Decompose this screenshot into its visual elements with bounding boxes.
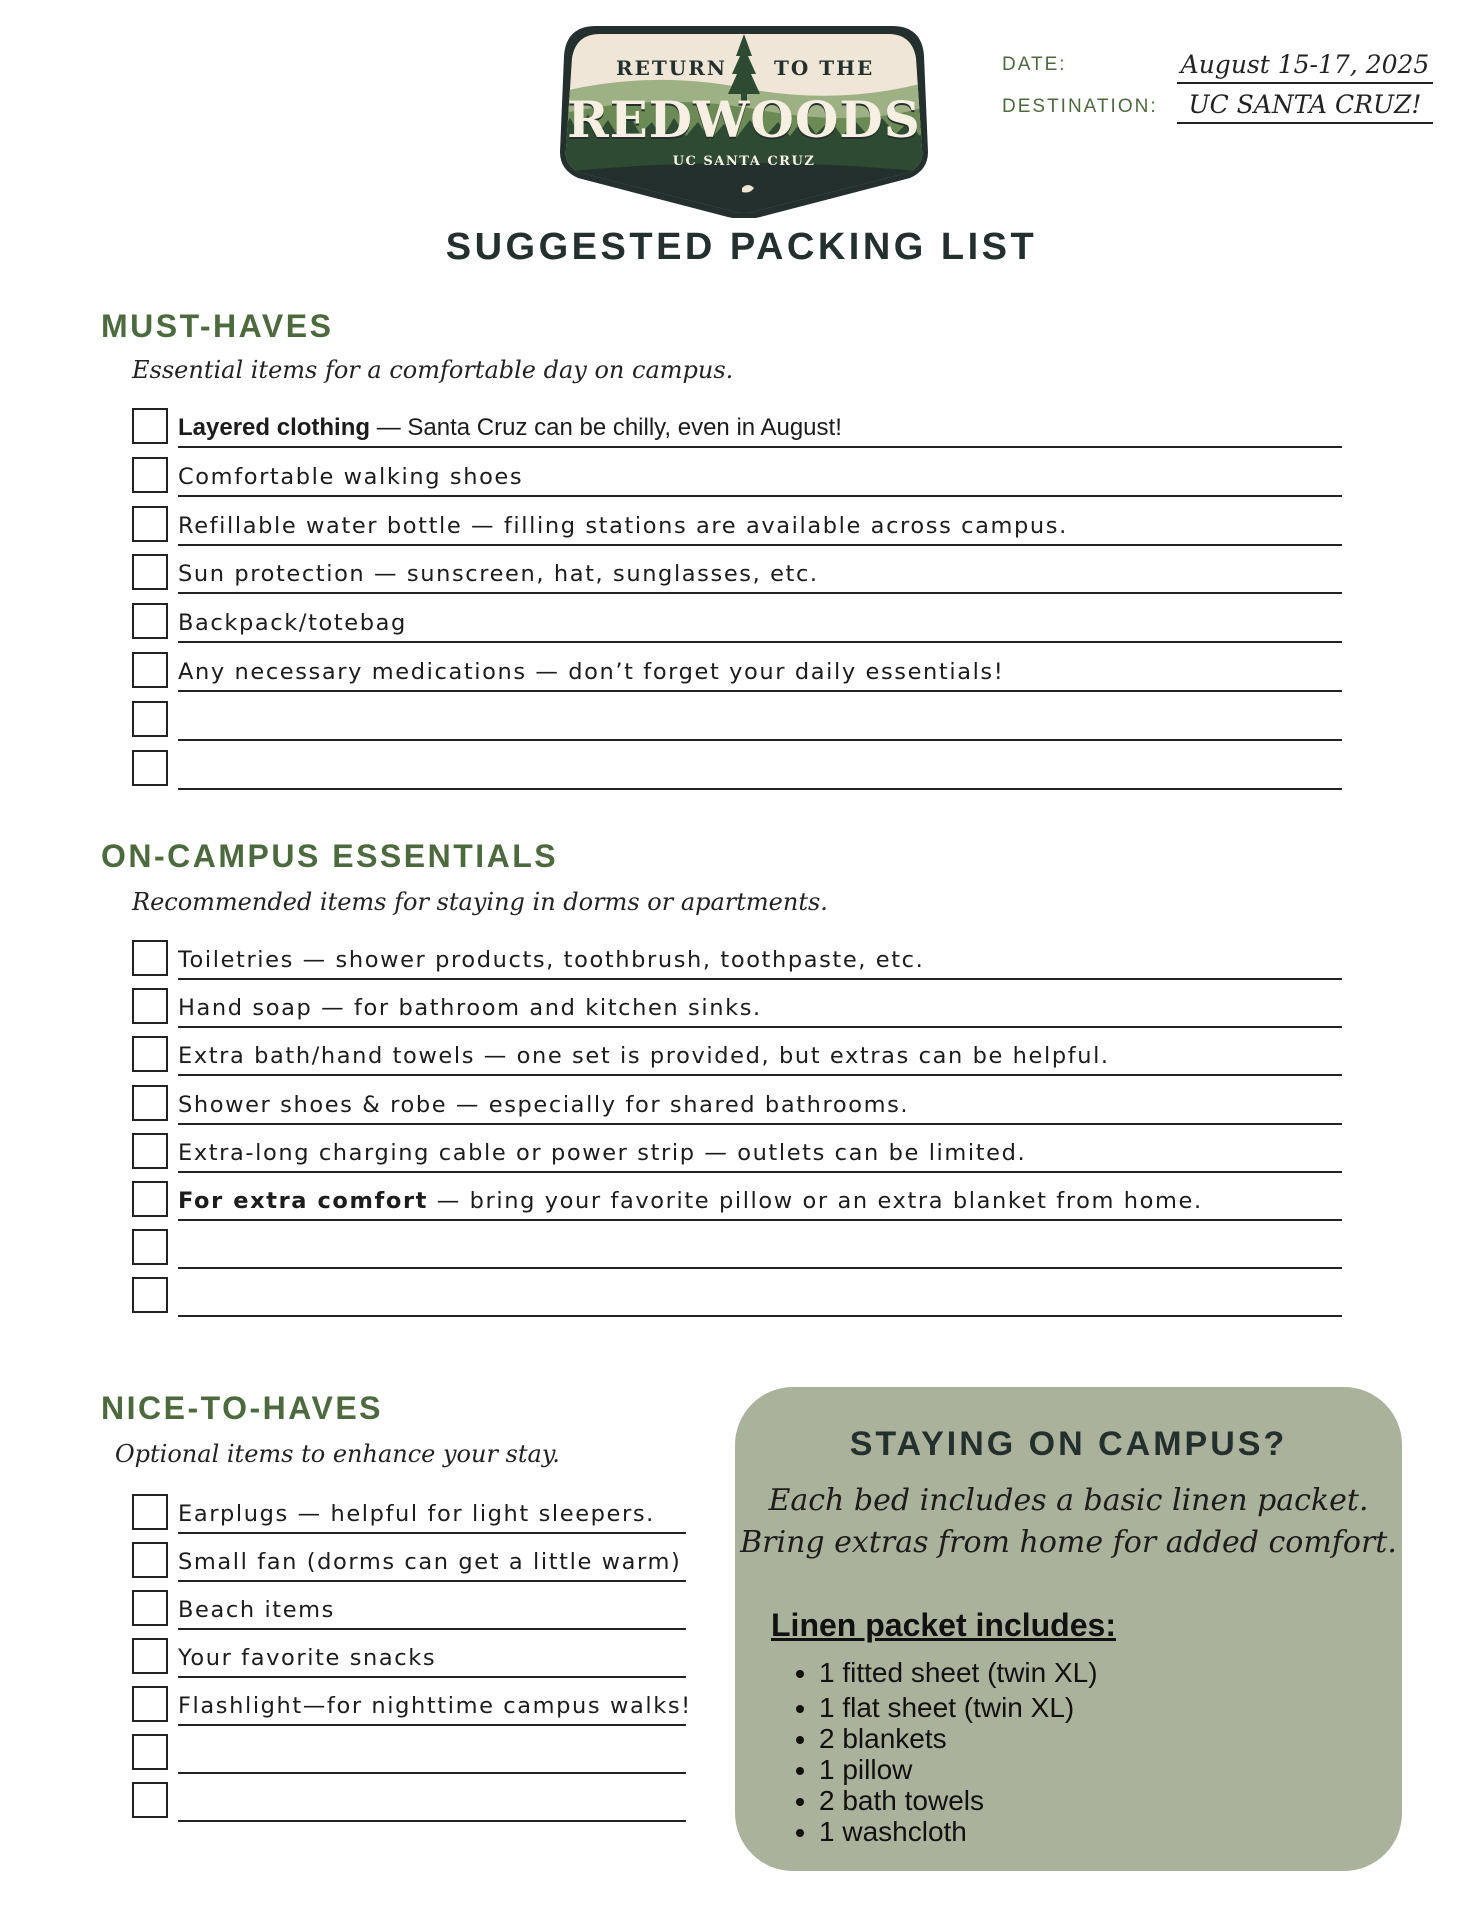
- checkbox[interactable]: [132, 988, 168, 1024]
- checklist-item-text: Extra-long charging cable or power strip — outlets can be limited.: [178, 1139, 1027, 1166]
- linen-item: • 2 bath towels: [819, 1785, 1098, 1816]
- checkbox[interactable]: [132, 408, 168, 444]
- checklist-item-text: Comfortable walking shoes: [178, 463, 524, 490]
- checklist-item-text: Refillable water bottle — filling stations are available across campus.: [178, 512, 1068, 539]
- checklist-item-line[interactable]: [178, 1632, 686, 1678]
- checkbox[interactable]: [132, 652, 168, 688]
- checklist-item-line[interactable]: [178, 1776, 686, 1822]
- checklist-item-text: Extra bath/hand towels — one set is provided, but extras can be helpful.: [178, 1043, 1110, 1070]
- checklist-item-text: — Santa Cruz can be chilly, even in August!: [370, 414, 842, 441]
- must-haves-subtitle: Essential items for a comfortable day on campus.: [132, 356, 734, 384]
- checkbox[interactable]: [132, 1036, 168, 1072]
- logo-sub-text: UC SANTA CRUZ: [672, 154, 816, 169]
- must-haves-title: MUST-HAVES: [101, 308, 334, 344]
- checkbox[interactable]: [132, 701, 168, 737]
- checklist-item-line[interactable]: [178, 744, 1342, 790]
- checklist-item-line[interactable]: [178, 1728, 686, 1774]
- checklist-item-line[interactable]: [178, 1584, 686, 1630]
- checkbox[interactable]: [132, 1590, 168, 1626]
- linen-item: • 1 fitted sheet (twin XL): [819, 1657, 1098, 1688]
- checkbox[interactable]: [132, 1782, 168, 1818]
- checkbox[interactable]: [132, 603, 168, 639]
- checkbox[interactable]: [132, 1734, 168, 1770]
- checkbox[interactable]: [132, 1542, 168, 1578]
- checklist-item-text: Any necessary medications — don’t forget your daily essentials!: [178, 659, 1005, 685]
- checkbox[interactable]: [132, 554, 168, 590]
- staying-on-campus-panel: [735, 1387, 1402, 1871]
- on-campus-essentials-title: ON-CAMPUS ESSENTIALS: [101, 838, 559, 874]
- panel-line-2: Bring extras from home for added comfort.: [740, 1525, 1397, 1560]
- on-campus-essentials-subtitle: Recommended items for staying in dorms or apartments.: [132, 888, 828, 916]
- date-value[interactable]: August 15-17, 2025: [1177, 48, 1433, 84]
- checkbox[interactable]: [132, 1494, 168, 1530]
- checklist-item-text: Beach items: [178, 1597, 336, 1623]
- checklist-item-line[interactable]: [178, 982, 1342, 1028]
- checklist-item-text: Hand soap — for bathroom and kitchen sinks.: [178, 995, 762, 1022]
- checklist-item-line[interactable]: [178, 548, 1342, 594]
- checkbox[interactable]: [132, 1686, 168, 1722]
- checklist-item-line[interactable]: [178, 646, 1342, 692]
- checklist-item-line[interactable]: [178, 1536, 686, 1582]
- checkbox[interactable]: [132, 1638, 168, 1674]
- checklist-item-text: Small fan (dorms can get a little warm): [178, 1549, 682, 1575]
- checklist-item-line[interactable]: [178, 1079, 1342, 1125]
- checklist-item-bold-text: For extra comfort: [178, 1188, 429, 1214]
- checklist-item-text: Shower shoes & robe — especially for shared bathrooms.: [178, 1091, 910, 1118]
- checkbox[interactable]: [132, 1085, 168, 1121]
- checklist-item-text: Your favorite snacks: [178, 1645, 437, 1671]
- linen-item: • 1 flat sheet (twin XL): [819, 1692, 1098, 1723]
- checklist-item-line[interactable]: [178, 1175, 1342, 1221]
- checklist-item-line[interactable]: [178, 1030, 1342, 1076]
- checkbox[interactable]: [132, 1133, 168, 1169]
- checklist-item-line[interactable]: [178, 1488, 686, 1534]
- linen-item: • 1 washcloth: [819, 1816, 1098, 1847]
- linen-item: • 2 blankets: [819, 1723, 1098, 1754]
- checklist-item-line[interactable]: [178, 451, 1342, 497]
- checklist-item-bold-text: Layered clothing: [178, 414, 371, 441]
- checklist-item-text: Backpack/totebag: [178, 610, 407, 637]
- logo-top-right-text: TO THE: [774, 56, 875, 80]
- checklist-item-line[interactable]: [178, 934, 1342, 980]
- checklist-item-line[interactable]: [178, 1127, 1342, 1173]
- panel-line-1: Each bed includes a basic linen packet.: [768, 1483, 1369, 1518]
- checkbox[interactable]: [132, 1181, 168, 1217]
- linen-packet-list: [785, 1657, 1098, 1847]
- checkbox[interactable]: [132, 457, 168, 493]
- destination-value[interactable]: UC SANTA CRUZ!: [1177, 88, 1433, 124]
- checklist-item-text: Flashlight—for nighttime campus walks!: [178, 1693, 692, 1719]
- checkbox[interactable]: [132, 506, 168, 542]
- date-label: DATE:: [1002, 54, 1067, 75]
- checklist-item-line[interactable]: [178, 1680, 692, 1726]
- checklist-item-text: — bring your favorite pillow or an extra blanket from home.: [428, 1188, 1203, 1214]
- checklist-item-line[interactable]: [178, 1271, 1342, 1317]
- checklist-item-text: Sun protection — sunscreen, hat, sunglasses, etc.: [178, 561, 819, 588]
- logo-top-left-text: RETURN: [616, 56, 728, 80]
- checklist-item-line[interactable]: [178, 695, 1342, 741]
- checklist-item-text: Earplugs — helpful for light sleepers.: [178, 1501, 655, 1527]
- nice-to-haves-subtitle: Optional items to enhance your stay.: [115, 1440, 560, 1468]
- logo-main-text: REDWOODS: [567, 90, 921, 149]
- checklist-item-line[interactable]: [178, 500, 1342, 546]
- checkbox[interactable]: [132, 940, 168, 976]
- destination-label: DESTINATION:: [1002, 96, 1158, 117]
- checkbox[interactable]: [132, 750, 168, 786]
- checkbox[interactable]: [132, 1277, 168, 1313]
- checklist-item-line[interactable]: [178, 597, 1342, 643]
- panel-title: STAYING ON CAMPUS?: [849, 1425, 1288, 1463]
- checklist-item-text: Toiletries — shower products, toothbrush, toothpaste, etc.: [178, 947, 925, 973]
- checklist-item-line[interactable]: [178, 402, 1342, 448]
- linen-packet-heading: Linen packet includes:: [771, 1607, 1116, 1643]
- page-title: SUGGESTED PACKING LIST: [445, 226, 1038, 268]
- nice-to-haves-title: NICE-TO-HAVES: [101, 1390, 383, 1426]
- linen-item: • 1 pillow: [819, 1754, 1098, 1785]
- checklist-item-line[interactable]: [178, 1223, 1342, 1269]
- checkbox[interactable]: [132, 1229, 168, 1265]
